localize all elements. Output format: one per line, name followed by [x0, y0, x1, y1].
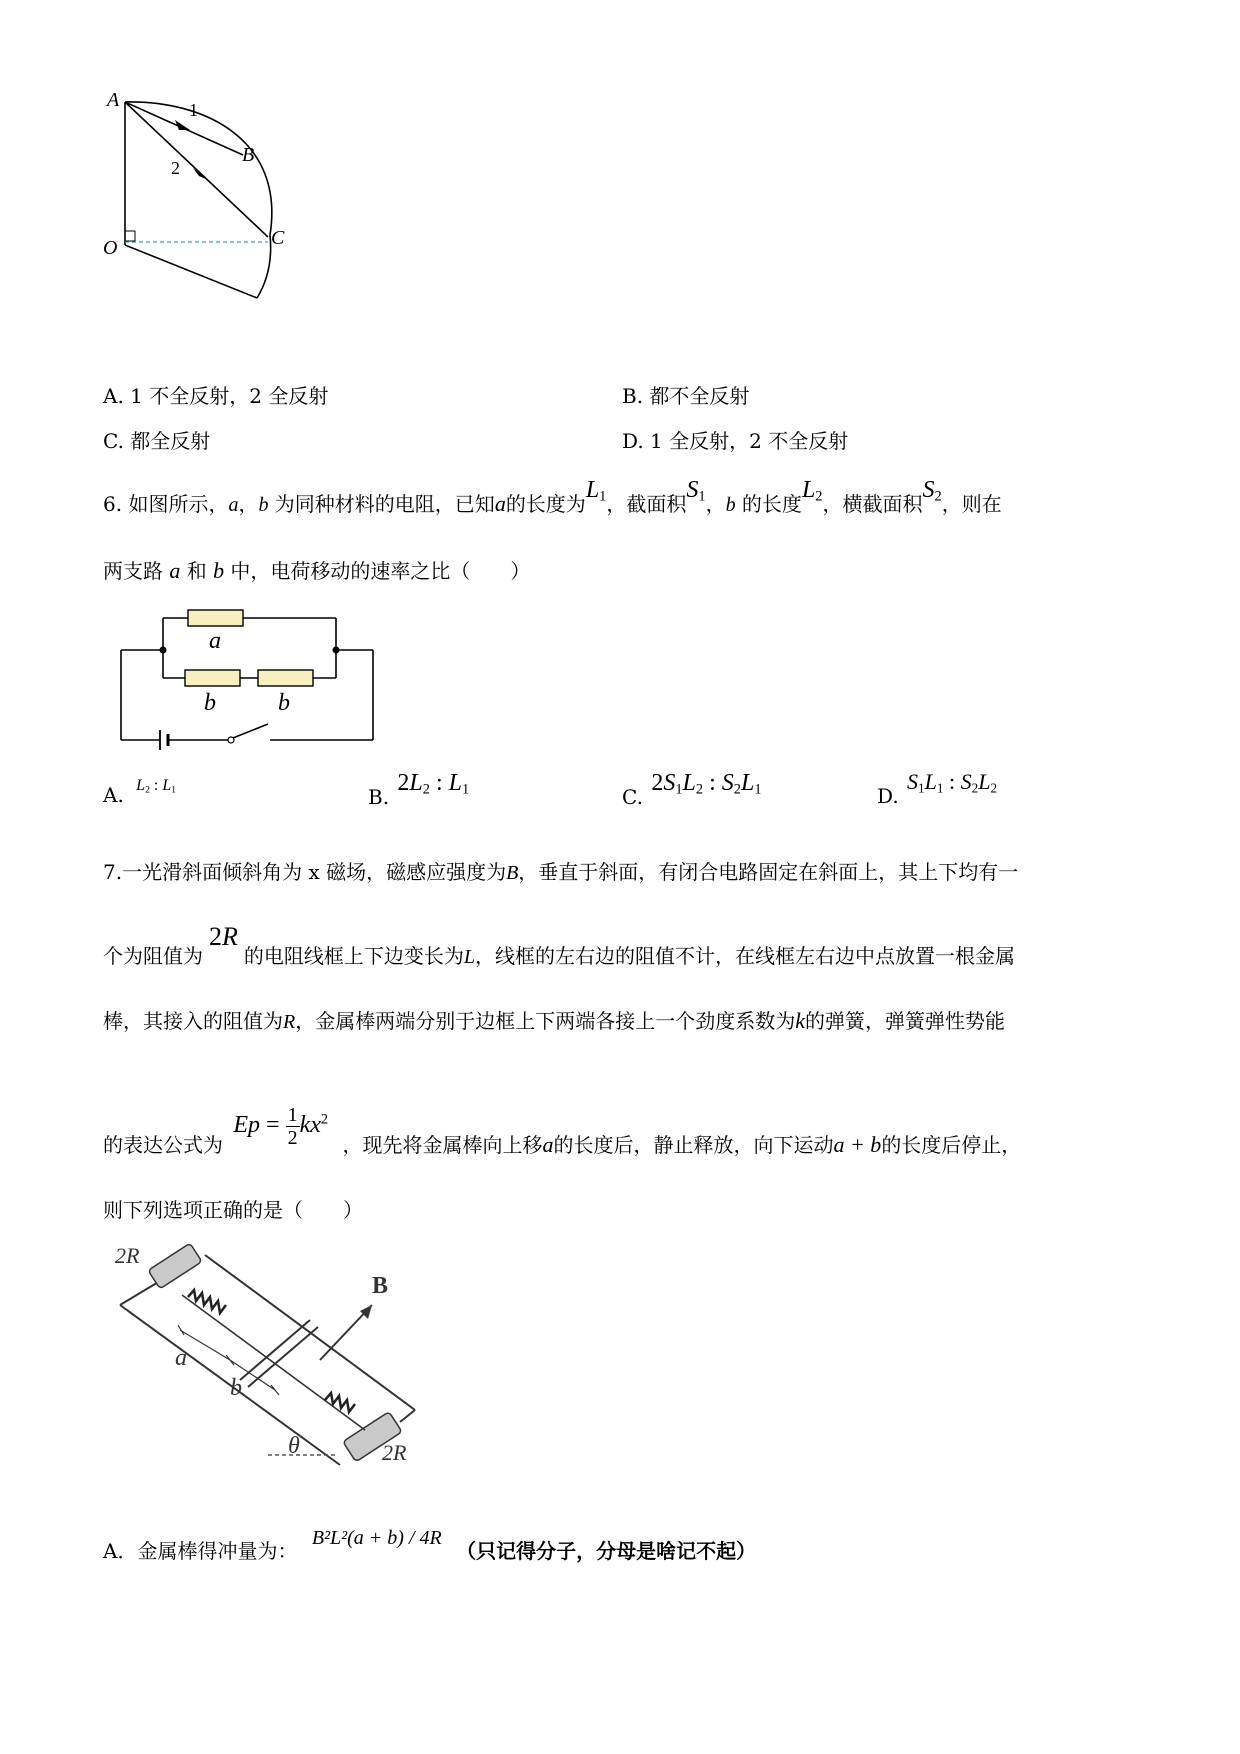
- resistor-label-b1: b: [204, 690, 216, 716]
- label-ray1: 1: [189, 100, 198, 120]
- q7-question-line1: 7.一光滑斜面倾斜角为 x 磁场，磁感应强度为B，垂直于斜面，有闭合电路固定在斜面上，其上下均有一: [103, 860, 1019, 884]
- q7-question-line3: 棒，其接入的阻值为R，金属棒两端分别于边框上下两端各接上一个劲度系数为k的弹簧，弹簧弹性势能: [103, 1008, 1005, 1033]
- label-b-dim: b: [230, 1375, 242, 1401]
- label-C: C: [271, 227, 285, 249]
- q6-option-c: C. $2S_1L_2$ : $S_2L_1$: [622, 770, 762, 809]
- q5-option-c: C. 都全反射: [103, 429, 211, 453]
- optics-figure: [95, 80, 415, 400]
- q5-option-d: D. 1 全反射，2 不全反射: [622, 429, 849, 453]
- ep-formula: Ep = $\frac{1}{2}$ $kx^2$: [233, 1104, 329, 1149]
- q6-option-a: A. $^{L_2 : L_1}$: [103, 777, 177, 807]
- q6-option-b: B. $2L_2$ : $L_1$: [368, 770, 470, 809]
- q6-option-d: D. $S_1L_1$ : $S_2L_2$: [877, 769, 998, 808]
- impulse-formula: B²L²(a + b) / 4R: [311, 1527, 442, 1549]
- q5-option-b: B. 都不全反射: [622, 384, 750, 408]
- incline-figure: [110, 1235, 470, 1475]
- resistor-label-b2: b: [278, 690, 290, 716]
- label-2R-bottom: 2R: [382, 1440, 407, 1465]
- q7-question-line4: 的表达公式为 Ep = $\frac{1}{2}$ $kx^2$ ，现先将金属棒向上移a的长度后，静止释放，向下运动a + b的长度后停止，: [103, 1104, 1022, 1158]
- resistor-label-a: a: [209, 628, 221, 654]
- label-a-dim: a: [175, 1345, 187, 1371]
- label-O: O: [103, 237, 118, 259]
- q5-option-a: A. 1 不全反射，2 全反射: [103, 384, 329, 408]
- q7-option-a: A．金属棒得冲量为： B²L²(a + b) / 4R （只记得分子，分母是啥记不起）: [103, 1527, 757, 1563]
- q7-question-line5: 则下列选项正确的是（ ）: [103, 1198, 363, 1222]
- q6-question-line2: 两支路 a 和 b 中，电荷移动的速率之比（ ）: [103, 558, 531, 583]
- q7-question-line2: 个为阻值为2R的电阻线框上下边变长为L，线框的左右边的阻值不计，在线框左右边中点放置一根金属: [103, 922, 1016, 968]
- label-theta: θ: [288, 1433, 300, 1459]
- q6-question-line1: 6. 如图所示，a，b 为同种材料的电阻，已知a的长度为$L_1$，截面积$S_1$，b 的长度$L_2$，横截面积$S_2$，则在: [103, 477, 1002, 516]
- label-ray2: 2: [171, 158, 180, 178]
- label-B-field: B: [372, 1273, 389, 1299]
- circuit-figure: [118, 600, 378, 750]
- label-2R-top: 2R: [115, 1243, 140, 1268]
- label-A: A: [107, 89, 120, 111]
- label-B: B: [242, 144, 255, 166]
